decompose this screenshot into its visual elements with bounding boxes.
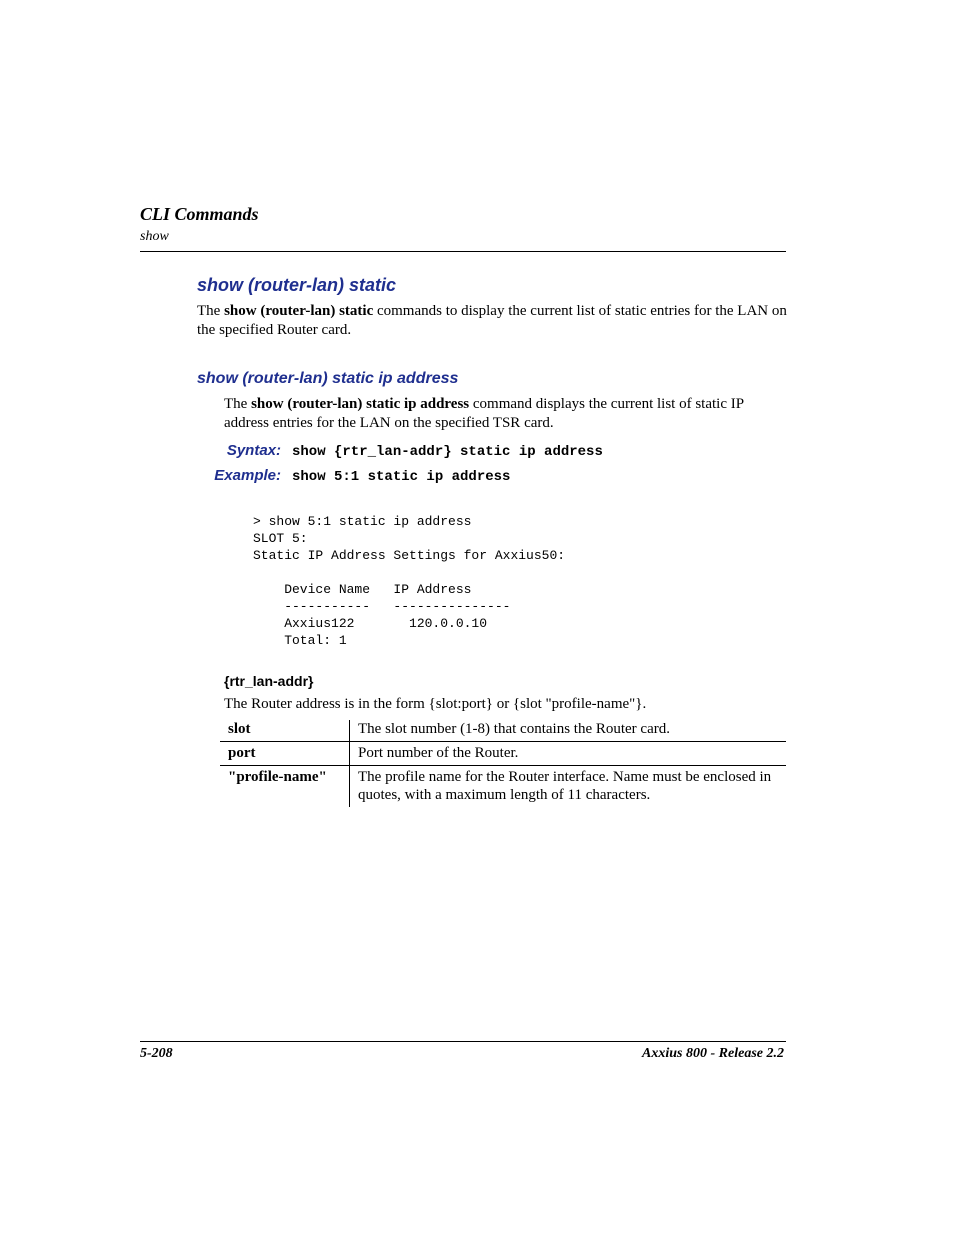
command-name: show (router-lan) static	[224, 303, 374, 319]
command-name: show (router-lan) static ip address	[251, 396, 470, 412]
output-line: Static IP Address Settings for Axxius50:	[253, 548, 566, 563]
output-line: Axxius122 120.0.0.10	[253, 616, 488, 631]
param-key: port	[220, 742, 350, 766]
parameter-heading: {rtr_lan-addr}	[224, 673, 314, 689]
product-release: Axxius 800 - Release 2.2	[642, 1046, 784, 1061]
output-line: ----------- ---------------	[253, 599, 511, 614]
subsection-heading: show (router-lan) static ip address	[197, 370, 459, 387]
output-line: Device Name IP Address	[253, 582, 472, 597]
paragraph-text: command displays the current list of static IP address entries for the LAN on the specified TSR card.	[224, 396, 744, 431]
param-key: "profile-name"	[220, 766, 350, 808]
section-paragraph	[197, 302, 787, 340]
subsection-paragraph	[224, 395, 784, 433]
section-subtitle: show	[140, 229, 169, 244]
output-line	[253, 564, 565, 581]
param-key: slot	[220, 720, 350, 742]
footer-rule	[140, 1041, 786, 1042]
chapter-title: CLI Commands	[140, 204, 259, 224]
parameter-table	[220, 720, 786, 807]
output-line: > show 5:1 static ip address	[253, 514, 472, 529]
syntax-label: Syntax:	[226, 442, 281, 459]
example-value: show 5:1 static ip address	[292, 469, 511, 485]
page-number: 5-208	[140, 1046, 173, 1061]
table-row	[220, 742, 786, 766]
command-output	[253, 513, 565, 649]
param-value: The slot number (1-8) that contains the Router card.	[350, 720, 787, 742]
paragraph-text: The	[224, 396, 252, 412]
output-line: Total: 1	[253, 633, 347, 648]
syntax-value: show {rtr_lan-addr} static ip address	[292, 444, 603, 460]
paragraph-text: The	[197, 303, 225, 319]
example-label: Example:	[214, 467, 281, 484]
section-heading: show (router-lan) static	[197, 275, 397, 295]
paragraph-text: commands to display the current list of static entries for the LAN on the specified Router card.	[197, 303, 787, 338]
output-line: SLOT 5:	[253, 531, 308, 546]
parameter-description: The Router address is in the form {slot:port} or {slot "profile-name"}.	[224, 696, 647, 712]
table-row	[220, 766, 786, 808]
param-value: The profile name for the Router interface. Name must be enclosed in quotes, with a maximum length of 11 characters.	[358, 769, 772, 803]
table-row	[220, 720, 786, 742]
header-rule	[140, 251, 786, 252]
param-value: Port number of the Router.	[350, 742, 787, 766]
